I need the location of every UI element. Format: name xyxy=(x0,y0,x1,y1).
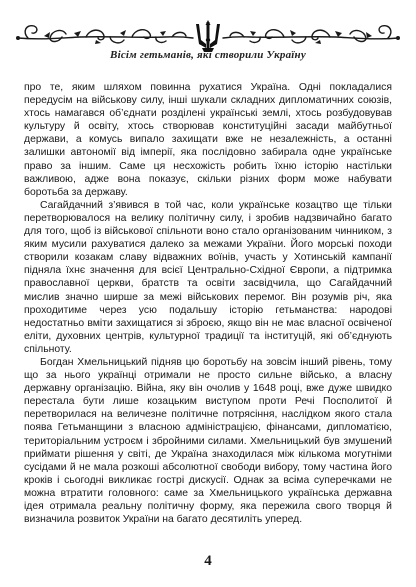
running-header-title: Вісім гетьманів, які створили Україну xyxy=(110,49,306,61)
paragraph: про те, яким шляхом повинна рухатися Україна. Одні покладалися передусім на військову силу, інші шукали складних дипломатичних союзів, хтось намагався об’єднати розділені українські землі, хтось розбудовував культуру й освіту, хтось створював конституційні засади майбутньої держави, а комусь випало захищати вже не незалежність, а останні залишки автономії від імперії, яка послідовно забирала одне українське право за іншим. Саме ця несхожість робить їхню історію настільки важливою, адже вона показує, скільки різних форм може набувати боротьба за державу. xyxy=(24,82,392,198)
body-text xyxy=(24,81,392,526)
running-header xyxy=(0,0,416,64)
paragraph: Богдан Хмельницький підняв цю боротьбу на зовсім інший рівень, тому що за нього українці отримали не просто сильне військо, а власну державну організацію. Війна, яку він очолив у 1648 році, вже дуже швидко перестала бути лише козацьким виступом проти Речі Посполитої й перетворилася на величезне політичне потрясіння, наслідком якого стала поява Гетьманщини з власною адміністрацією, фінансами, дипломатією, територіальним устроєм і збройними силами. Хмельницький був змушений приймати рішення у світі, де Україна знаходилася між кількома могутніми сусідами й не мала розкоші абсолютної свободи вибору, тому частина його кроків і сьогодні викликає гострі дискусії. Однак за всіма суперечками не можна втратити головного: саме за Хмельницького українська державна ідея отримала реальну політичну форму, яка пережила свого творця й визначила розвиток України на багато десятиліть уперед. xyxy=(24,356,392,526)
page-number: 4 xyxy=(204,553,212,569)
paragraph: Сагайдачний з’явився в той час, коли українське козацтво ще тільки перетворювалося на велику політичну силу, і зробив надзвичайно багато для того, щоб із військової спільноти воно стало організованим чинником, з яким мусили рахуватися далеко за межами України. Його морські походи створили козакам славу відважних воїнів, участь у Хотинській кампанії підняла їхнє значення для всієї Центрально-Східної Європи, а підтримка православної церкви, братств та освіти засвідчила, що Сагайдачний мислив значно ширше за межі військових перемог. Він розумів річ, яка проходитиме через усю подальшу історію гетьманства: народові недостатньо вміти захищатися зі зброєю, якщо він не має власної освіченої еліти, духовних центрів, культурної традиції та інституцій, які об’єднують спільноту. xyxy=(24,199,392,355)
